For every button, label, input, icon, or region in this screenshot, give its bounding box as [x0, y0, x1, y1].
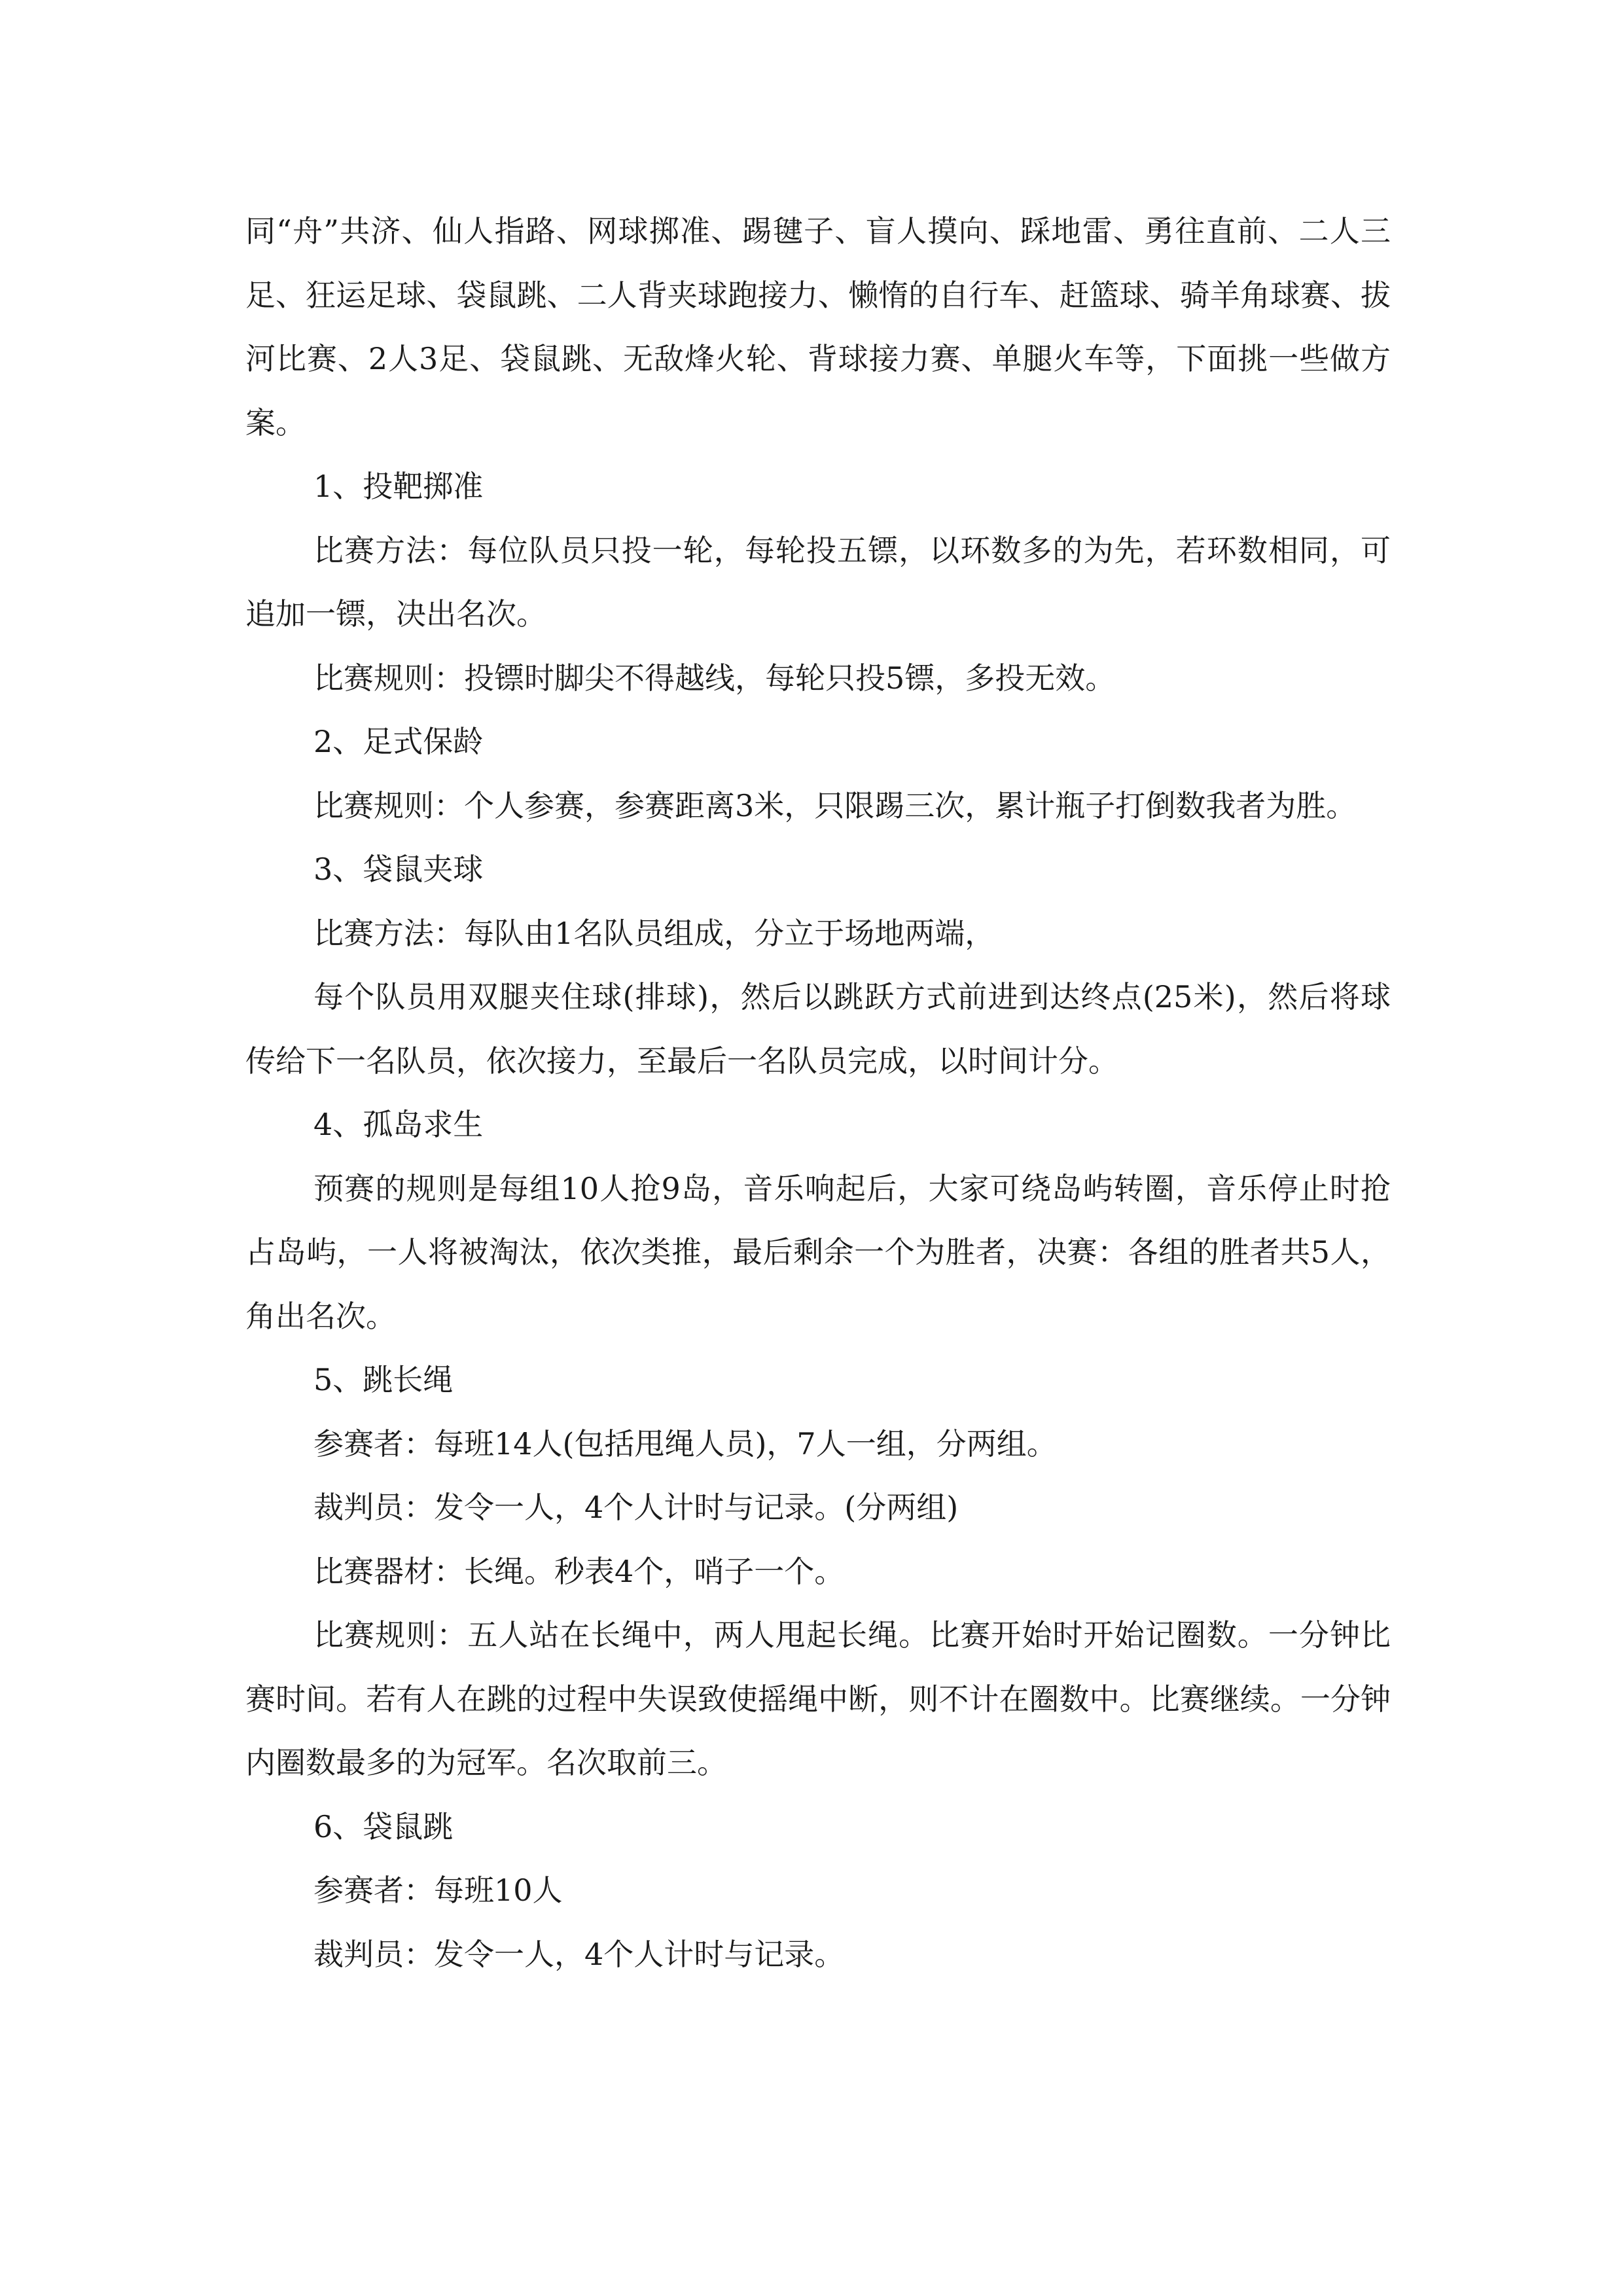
document-body [245, 200, 1391, 1986]
section-heading-4: 4、孤岛求生 [313, 1107, 484, 1142]
paragraph-5-participants: 参赛者：每班14人(包括甩绳人员)，7人一组，分两组。 [313, 1426, 1057, 1462]
paragraph-1-rules: 比赛规则：投镖时脚尖不得越线，每轮只投5镖，多投无效。 [313, 660, 1116, 696]
paragraph-5-equipment: 比赛器材：长绳。秒表4个，哨子一个。 [313, 1553, 845, 1589]
intro-paragraph: 同“舟”共济、仙人指路、网球掷准、踢毽子、盲人摸向、踩地雷、勇往直前、二人三足、狂运足球、袋鼠跳、二人背夹球跑接力、懒惰的自行车、赶篮球、骑羊角球赛、拔河比赛、2人3足、袋鼠跳、无敌烽火轮、背球接力赛、单腿火车等，下面挑一些做方案。 [245, 213, 1391, 440]
section-heading-2: 2、足式保龄 [313, 724, 484, 759]
paragraph-4-rules: 预赛的规则是每组10人抢9岛，音乐响起后，大家可绕岛屿转圈，音乐停止时抢占岛屿，一人将被淘汰，依次类推，最后剩余一个为胜者，决赛：各组的胜者共5人，角出名次。 [245, 1170, 1391, 1334]
section-heading-3: 3、袋鼠夹球 [313, 852, 484, 887]
section-heading-6: 6、袋鼠跳 [313, 1808, 454, 1844]
section-heading-1: 1、投靶掷准 [313, 469, 484, 504]
paragraph-6-referees: 裁判员：发令一人，4个人计时与记录。 [313, 1936, 845, 1972]
paragraph-6-participants: 参赛者：每班10人 [313, 1873, 563, 1908]
paragraph-3-method: 比赛方法：每队由1名队员组成，分立于场地两端， [313, 915, 995, 951]
section-heading-5: 5、跳长绳 [313, 1362, 454, 1397]
paragraph-1-method: 比赛方法：每位队员只投一轮，每轮投五镖，以环数多的为先，若环数相同，可追加一镖，决出名次。 [245, 532, 1391, 632]
paragraph-3-detail: 每个队员用双腿夹住球(排球)，然后以跳跃方式前进到达终点(25米)，然后将球传给下一名队员，依次接力，至最后一名队员完成，以时间计分。 [245, 979, 1391, 1079]
paragraph-5-referees: 裁判员：发令一人，4个人计时与记录。(分两组) [313, 1490, 959, 1525]
paragraph-5-rules: 比赛规则：五人站在长绳中，两人甩起长绳。比赛开始时开始记圈数。一分钟比赛时间。若有人在跳的过程中失误致使摇绳中断，则不计在圈数中。比赛继续。一分钟内圈数最多的为冠军。名次取前三。 [245, 1617, 1391, 1780]
paragraph-2-rules: 比赛规则：个人参赛，参赛距离3米，只限踢三次，累计瓶子打倒数我者为胜。 [313, 787, 1357, 823]
